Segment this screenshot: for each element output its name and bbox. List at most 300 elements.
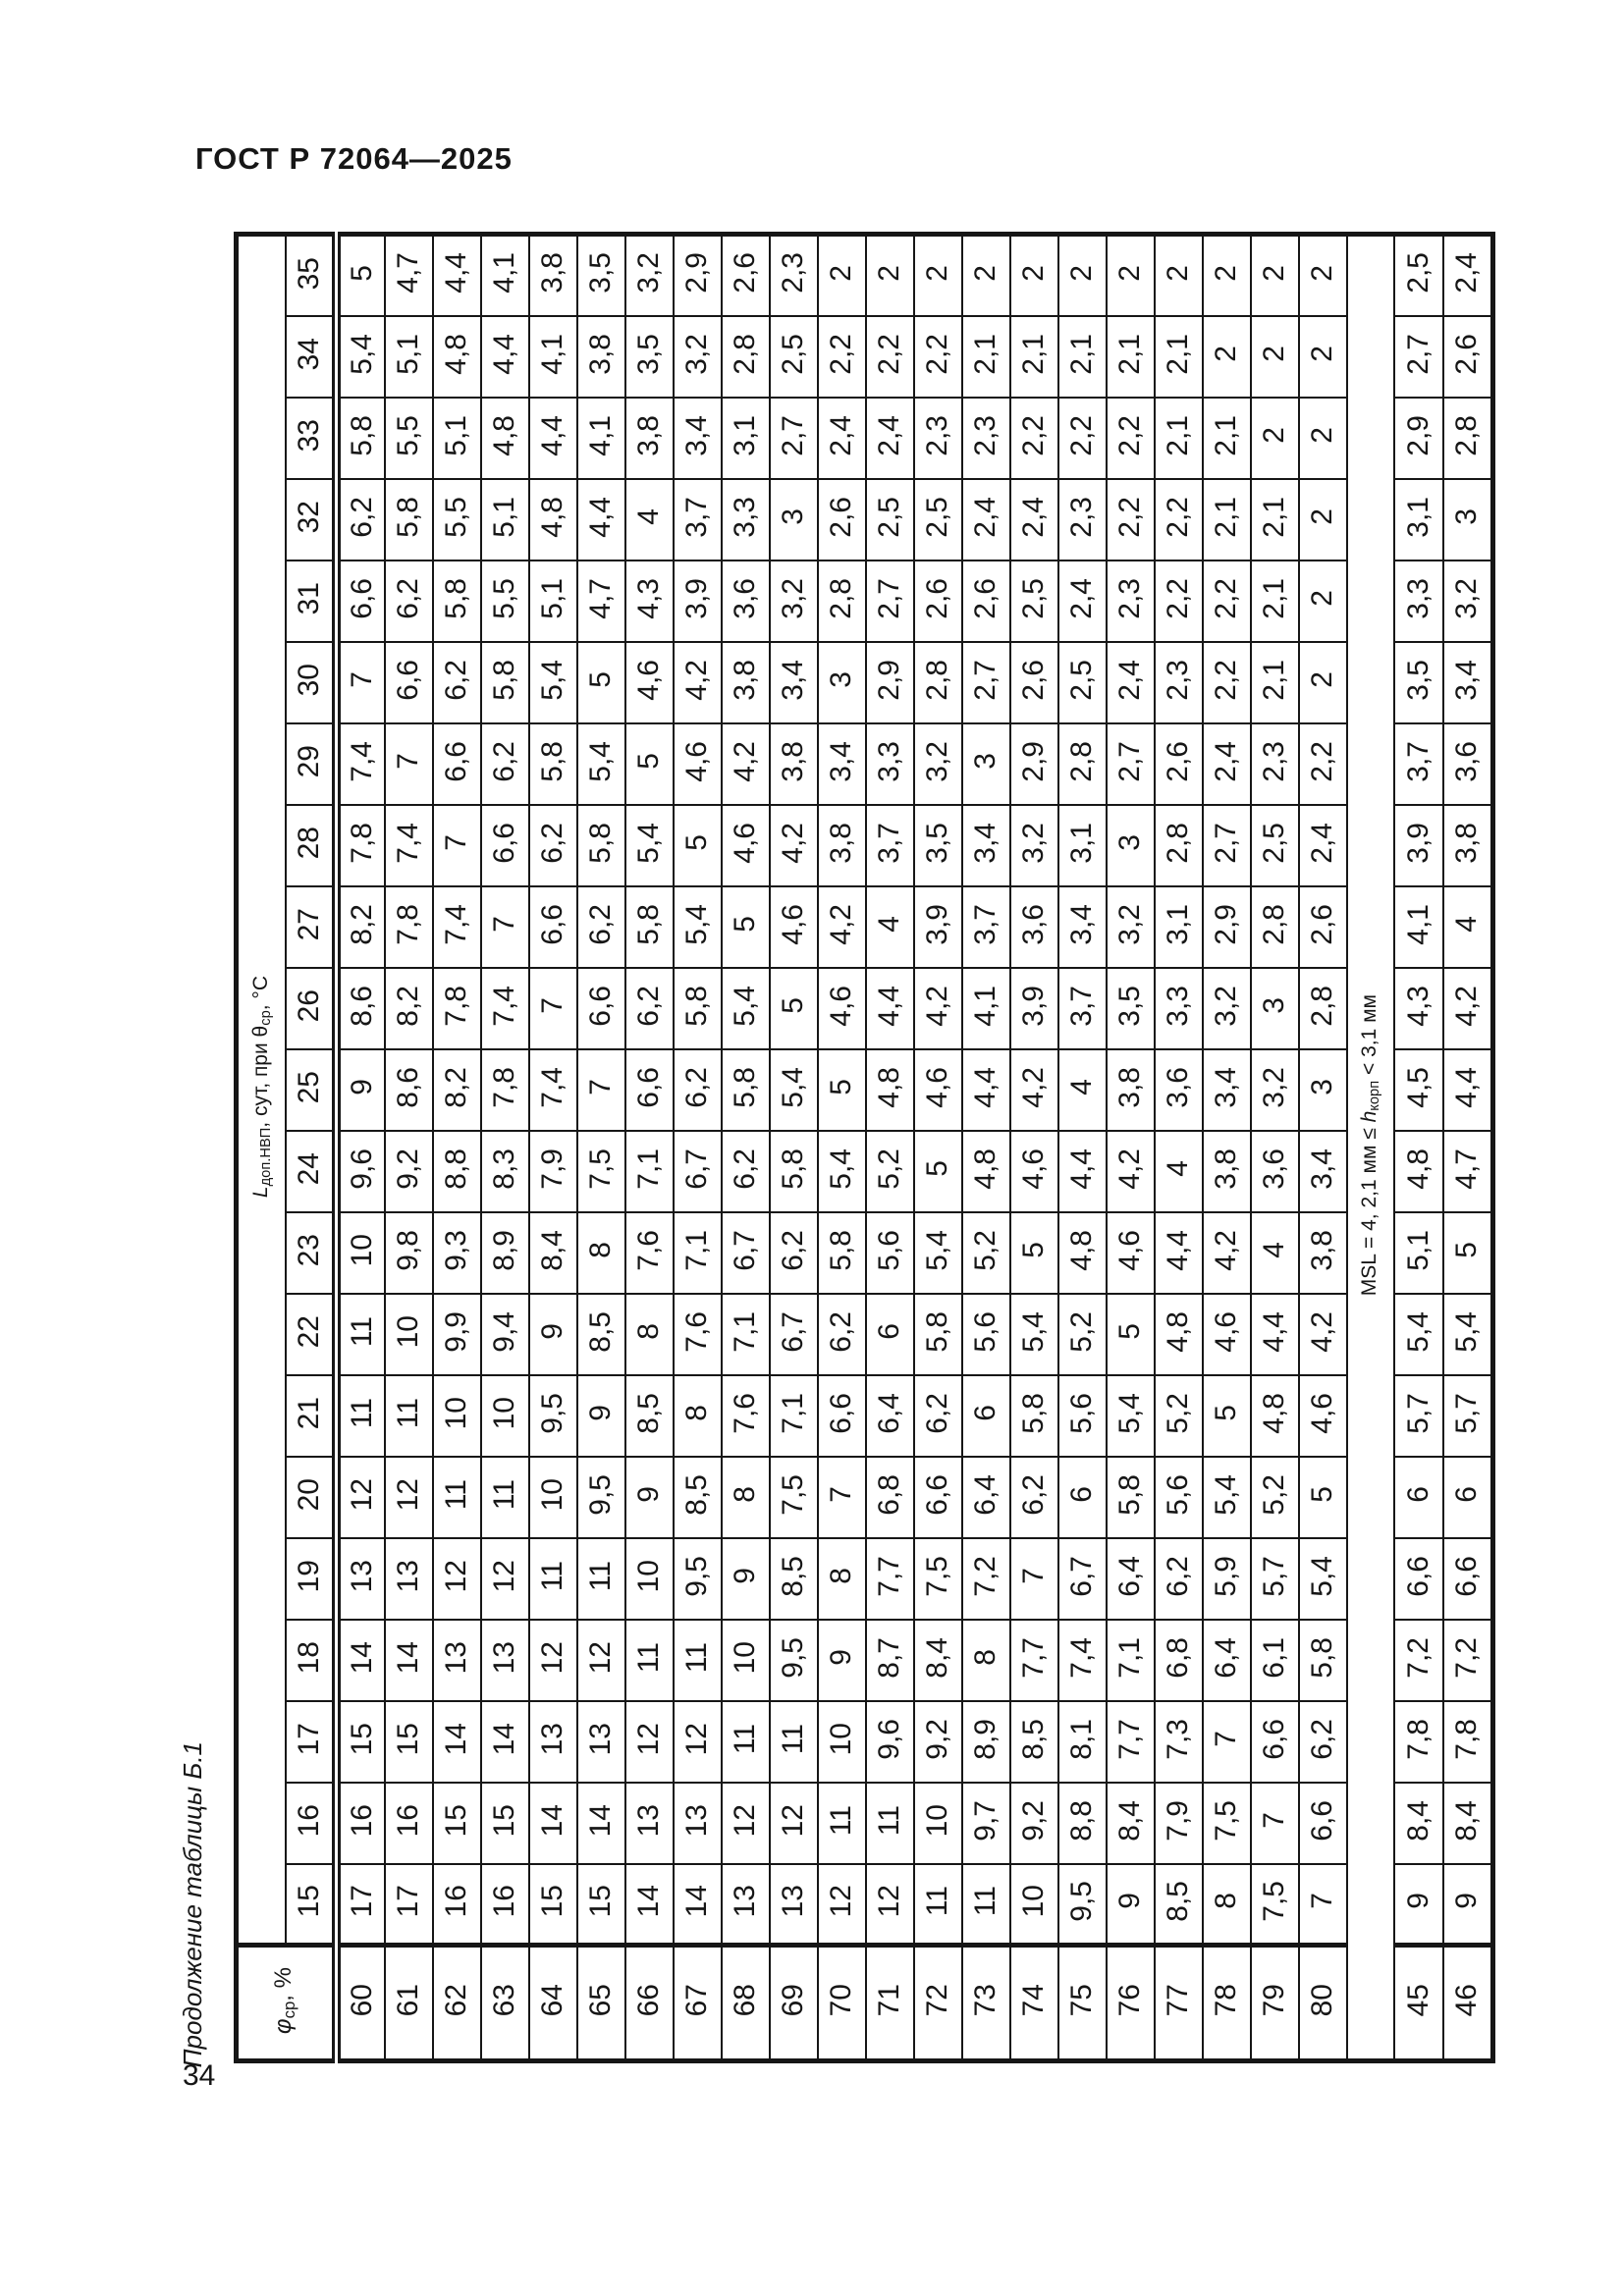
data-cell: 7,8 — [337, 805, 385, 886]
data-cell: 5,4 — [1203, 1457, 1251, 1538]
data-cell: 4,8 — [529, 479, 577, 561]
data-cell: 11 — [529, 1538, 577, 1620]
data-cell: 2,5 — [914, 479, 962, 561]
data-cell: 5,1 — [433, 398, 481, 479]
data-cell: 5,4 — [337, 316, 385, 398]
data-cell: 6,4 — [866, 1375, 914, 1457]
data-cell: 8 — [625, 1294, 674, 1375]
data-cell: 2 — [1299, 398, 1347, 479]
phi-label: 69 — [770, 1946, 818, 2061]
data-cell: 6,4 — [962, 1457, 1010, 1538]
phi-label: 73 — [962, 1946, 1010, 2061]
data-cell: 7 — [818, 1457, 866, 1538]
data-cell: 4,7 — [385, 235, 433, 316]
data-cell: 10 — [914, 1783, 962, 1864]
data-cell: 5,5 — [385, 398, 433, 479]
data-cell: 4,8 — [1394, 1131, 1443, 1212]
data-cell: 5 — [1203, 1375, 1251, 1457]
data-cell: 12 — [337, 1457, 385, 1538]
data-cell: 3,9 — [914, 886, 962, 968]
data-cell: 2,9 — [1203, 886, 1251, 968]
data-cell: 4,4 — [433, 235, 481, 316]
data-cell: 5,8 — [674, 968, 722, 1049]
data-cell: 11 — [577, 1538, 625, 1620]
data-cell: 2,1 — [1251, 642, 1299, 723]
data-cell: 7,9 — [1155, 1783, 1203, 1864]
data-cell: 8,4 — [1107, 1783, 1155, 1864]
data-cell: 6,6 — [818, 1375, 866, 1457]
data-cell: 3,4 — [1058, 886, 1107, 968]
data-cell: 4,4 — [962, 1049, 1010, 1131]
data-cell: 12 — [866, 1864, 914, 1946]
data-cell: 4,8 — [1058, 1212, 1107, 1294]
data-cell: 5 — [1010, 1212, 1058, 1294]
data-cell: 3,4 — [770, 642, 818, 723]
data-cell: 5,8 — [1010, 1375, 1058, 1457]
data-cell: 7 — [481, 886, 529, 968]
data-cell: 2,9 — [1394, 398, 1443, 479]
data-cell: 2,7 — [1203, 805, 1251, 886]
data-cell: 9 — [529, 1294, 577, 1375]
data-cell: 4,2 — [674, 642, 722, 723]
data-cell: 2,4 — [962, 479, 1010, 561]
data-cell: 5,2 — [962, 1212, 1010, 1294]
data-cell: 13 — [529, 1701, 577, 1783]
data-cell: 2,2 — [1203, 642, 1251, 723]
phi-label: 74 — [1010, 1946, 1058, 2061]
data-cell: 3,4 — [818, 723, 866, 805]
data-cell: 6,6 — [385, 642, 433, 723]
data-cell: 11 — [433, 1457, 481, 1538]
data-cell: 3,4 — [1299, 1131, 1347, 1212]
data-cell: 7,5 — [914, 1538, 962, 1620]
data-cell: 9 — [1443, 1864, 1493, 1946]
data-cell: 4,4 — [577, 479, 625, 561]
data-cell: 6,2 — [625, 968, 674, 1049]
data-cell: 4 — [1155, 1131, 1203, 1212]
data-cell: 7,7 — [866, 1538, 914, 1620]
data-cell: 6,2 — [1299, 1701, 1347, 1783]
data-cell: 15 — [577, 1864, 625, 1946]
data-cell: 2 — [1299, 235, 1347, 316]
data-cell: 11 — [337, 1294, 385, 1375]
data-cell: 3,4 — [674, 398, 722, 479]
data-cell: 4,8 — [433, 316, 481, 398]
data-cell: 12 — [433, 1538, 481, 1620]
data-cell: 9,6 — [337, 1131, 385, 1212]
data-cell: 10 — [625, 1538, 674, 1620]
data-cell: 4,8 — [1155, 1294, 1203, 1375]
data-cell: 8,6 — [337, 968, 385, 1049]
data-cell: 5 — [818, 1049, 866, 1131]
data-cell: 7,7 — [1010, 1620, 1058, 1701]
data-cell: 5,2 — [1251, 1457, 1299, 1538]
data-cell: 7,8 — [385, 886, 433, 968]
data-cell: 2,2 — [1155, 561, 1203, 642]
data-cell: 8,4 — [1443, 1783, 1493, 1864]
data-cell: 5,4 — [722, 968, 770, 1049]
data-cell: 3,7 — [674, 479, 722, 561]
data-cell: 6,4 — [1203, 1620, 1251, 1701]
data-cell: 3,6 — [1155, 1049, 1203, 1131]
data-cell: 2,7 — [1394, 316, 1443, 398]
data-cell: 3 — [1299, 1049, 1347, 1131]
data-cell: 3,3 — [866, 723, 914, 805]
data-cell: 2,8 — [1251, 886, 1299, 968]
data-cell: 6,2 — [674, 1049, 722, 1131]
data-cell: 5 — [1299, 1457, 1347, 1538]
rotated-table — [234, 232, 1495, 2063]
data-cell: 11 — [722, 1701, 770, 1783]
data-cell: 14 — [625, 1864, 674, 1946]
data-cell: 5,8 — [722, 1049, 770, 1131]
data-cell: 5 — [674, 805, 722, 886]
data-cell: 2,3 — [962, 398, 1010, 479]
data-cell: 5,7 — [1251, 1538, 1299, 1620]
data-cell: 5,4 — [1299, 1538, 1347, 1620]
data-cell: 8,5 — [1010, 1701, 1058, 1783]
data-cell: 5,8 — [433, 561, 481, 642]
data-cell: 8,5 — [1155, 1864, 1203, 1946]
data-cell: 7,1 — [674, 1212, 722, 1294]
data-cell: 6,2 — [577, 886, 625, 968]
data-cell: 2 — [1299, 479, 1347, 561]
data-cell: 4,2 — [722, 723, 770, 805]
data-cell: 4,6 — [818, 968, 866, 1049]
data-cell: 6 — [866, 1294, 914, 1375]
data-cell: 5,8 — [481, 642, 529, 723]
theta-label: 34 — [286, 316, 337, 398]
data-cell: 2 — [914, 235, 962, 316]
data-cell: 6,7 — [1058, 1538, 1107, 1620]
data-cell: 6,7 — [770, 1294, 818, 1375]
data-cell: 4,8 — [481, 398, 529, 479]
data-cell: 4,3 — [625, 561, 674, 642]
data-cell: 15 — [529, 1864, 577, 1946]
phi-label: 77 — [1155, 1946, 1203, 2061]
data-cell: 14 — [337, 1620, 385, 1701]
phi-label: 64 — [529, 1946, 577, 2061]
data-cell: 6,6 — [337, 561, 385, 642]
data-cell: 4,4 — [481, 316, 529, 398]
data-cell: 6,2 — [1010, 1457, 1058, 1538]
data-cell: 6,2 — [770, 1212, 818, 1294]
phi-label: 45 — [1394, 1946, 1443, 2061]
data-cell: 2 — [1299, 561, 1347, 642]
data-cell: 3,8 — [625, 398, 674, 479]
data-cell: 4,8 — [1251, 1375, 1299, 1457]
data-cell: 2,4 — [1203, 723, 1251, 805]
data-cell: 2,2 — [1203, 561, 1251, 642]
document-header: ГОСТ Р 72064—2025 — [195, 141, 513, 176]
data-cell: 12 — [481, 1538, 529, 1620]
data-cell: 9,2 — [385, 1131, 433, 1212]
data-cell: 2,1 — [1155, 398, 1203, 479]
data-cell: 12 — [818, 1864, 866, 1946]
data-cell: 3,1 — [722, 398, 770, 479]
data-cell: 12 — [529, 1620, 577, 1701]
table-container — [234, 232, 1495, 2063]
data-cell: 9,5 — [529, 1375, 577, 1457]
data-cell: 2,1 — [1155, 316, 1203, 398]
data-cell: 7,6 — [625, 1212, 674, 1294]
data-cell: 7 — [337, 642, 385, 723]
data-cell: 5,2 — [866, 1131, 914, 1212]
theta-label: 21 — [286, 1375, 337, 1457]
data-cell: 5,5 — [433, 479, 481, 561]
page-number: 34 — [183, 2059, 216, 2092]
data-cell: 13 — [770, 1864, 818, 1946]
data-cell: 6,7 — [722, 1212, 770, 1294]
data-cell: 3,5 — [1107, 968, 1155, 1049]
data-cell: 8,2 — [433, 1049, 481, 1131]
data-cell: 4,8 — [866, 1049, 914, 1131]
data-cell: 3,6 — [1010, 886, 1058, 968]
data-cell: 6,2 — [1155, 1538, 1203, 1620]
data-cell: 6,6 — [1443, 1538, 1493, 1620]
data-cell: 11 — [770, 1701, 818, 1783]
data-cell: 2,9 — [866, 642, 914, 723]
data-cell: 3 — [818, 642, 866, 723]
data-cell: 5 — [337, 235, 385, 316]
data-cell: 10 — [385, 1294, 433, 1375]
phi-label: 62 — [433, 1946, 481, 2061]
data-cell: 3,8 — [1299, 1212, 1347, 1294]
data-cell: 3,9 — [1010, 968, 1058, 1049]
theta-label: 23 — [286, 1212, 337, 1294]
data-cell: 8,4 — [914, 1620, 962, 1701]
data-cell: 8 — [962, 1620, 1010, 1701]
data-cell: 2,8 — [1058, 723, 1107, 805]
data-cell: 10 — [818, 1701, 866, 1783]
data-cell: 2 — [866, 235, 914, 316]
data-cell: 4 — [625, 479, 674, 561]
data-cell: 9,5 — [770, 1620, 818, 1701]
data-cell: 5,8 — [770, 1131, 818, 1212]
data-cell: 6 — [1443, 1457, 1493, 1538]
data-cell: 5,8 — [577, 805, 625, 886]
data-cell: 3,5 — [914, 805, 962, 886]
data-cell: 2 — [1058, 235, 1107, 316]
data-cell: 15 — [385, 1701, 433, 1783]
data-cell: 2 — [1299, 642, 1347, 723]
data-cell: 13 — [337, 1538, 385, 1620]
data-cell: 4,2 — [818, 886, 866, 968]
data-cell: 9,2 — [914, 1701, 962, 1783]
data-cell: 5,4 — [674, 886, 722, 968]
data-cell: 9,5 — [577, 1457, 625, 1538]
data-cell: 13 — [385, 1538, 433, 1620]
data-cell: 5,8 — [529, 723, 577, 805]
data-cell: 2,2 — [1299, 723, 1347, 805]
data-cell: 3 — [1443, 479, 1493, 561]
data-cell: 2,7 — [770, 398, 818, 479]
data-cell: 8,8 — [433, 1131, 481, 1212]
data-cell: 3,2 — [674, 316, 722, 398]
data-cell: 9,4 — [481, 1294, 529, 1375]
data-cell: 8,2 — [337, 886, 385, 968]
data-cell: 4,2 — [1107, 1131, 1155, 1212]
data-cell: 2,1 — [1203, 479, 1251, 561]
theta-label: 15 — [286, 1864, 337, 1946]
data-cell: 2,1 — [962, 316, 1010, 398]
data-cell: 9 — [625, 1457, 674, 1538]
data-cell: 9,5 — [674, 1538, 722, 1620]
data-cell: 17 — [385, 1864, 433, 1946]
data-cell: 12 — [625, 1701, 674, 1783]
data-cell: 5,2 — [1058, 1294, 1107, 1375]
data-cell: 7 — [577, 1049, 625, 1131]
data-cell: 2 — [818, 235, 866, 316]
data-cell: 11 — [866, 1783, 914, 1864]
data-cell: 3,6 — [722, 561, 770, 642]
data-cell: 6,2 — [529, 805, 577, 886]
data-cell: 2,4 — [866, 398, 914, 479]
data-cell: 13 — [722, 1864, 770, 1946]
data-cell: 5 — [770, 968, 818, 1049]
data-cell: 2,7 — [962, 642, 1010, 723]
data-cell: 9 — [1107, 1864, 1155, 1946]
data-cell: 2,1 — [1010, 316, 1058, 398]
data-cell: 9,6 — [866, 1701, 914, 1783]
data-cell: 2,1 — [1203, 398, 1251, 479]
data-cell: 13 — [481, 1620, 529, 1701]
phi-label: 46 — [1443, 1946, 1493, 2061]
theta-label: 27 — [286, 886, 337, 968]
data-cell: 2,5 — [866, 479, 914, 561]
data-cell: 2,1 — [1107, 316, 1155, 398]
data-cell: 9 — [337, 1049, 385, 1131]
data-cell: 7,8 — [1394, 1701, 1443, 1783]
data-cell: 5,6 — [962, 1294, 1010, 1375]
data-cell: 5 — [625, 723, 674, 805]
data-cell: 4,1 — [1394, 886, 1443, 968]
data-cell: 5,1 — [1394, 1212, 1443, 1294]
phi-label: 66 — [625, 1946, 674, 2061]
data-cell: 8,5 — [577, 1294, 625, 1375]
data-cell: 3,2 — [770, 561, 818, 642]
data-cell: 6,8 — [1155, 1620, 1203, 1701]
theta-label: 16 — [286, 1783, 337, 1864]
data-cell: 11 — [818, 1783, 866, 1864]
data-cell: 6,2 — [914, 1375, 962, 1457]
data-cell: 5,8 — [818, 1212, 866, 1294]
data-cell: 7 — [529, 968, 577, 1049]
theta-label: 32 — [286, 479, 337, 561]
data-cell: 3,9 — [674, 561, 722, 642]
data-cell: 5 — [1107, 1294, 1155, 1375]
phi-label: 68 — [722, 1946, 770, 2061]
data-cell: 5,8 — [914, 1294, 962, 1375]
data-cell: 5 — [914, 1131, 962, 1212]
data-cell: 4,8 — [962, 1131, 1010, 1212]
phi-label: 61 — [385, 1946, 433, 2061]
data-cell: 2,2 — [1107, 398, 1155, 479]
data-cell: 4 — [866, 886, 914, 968]
data-cell: 2,5 — [1394, 235, 1443, 316]
data-cell: 6,6 — [1251, 1701, 1299, 1783]
phi-label: 76 — [1107, 1946, 1155, 2061]
data-cell: 8 — [818, 1538, 866, 1620]
data-cell: 5 — [577, 642, 625, 723]
data-cell: 2,9 — [1010, 723, 1058, 805]
data-cell: 5,6 — [866, 1212, 914, 1294]
data-cell: 6,2 — [433, 642, 481, 723]
data-cell: 8,9 — [962, 1701, 1010, 1783]
data-cell: 15 — [433, 1783, 481, 1864]
data-cell: 7,9 — [529, 1131, 577, 1212]
data-cell: 2,8 — [1155, 805, 1203, 886]
data-cell: 2,2 — [866, 316, 914, 398]
data-cell: 8,5 — [674, 1457, 722, 1538]
data-cell: 2,4 — [1443, 235, 1493, 316]
data-cell: 12 — [577, 1620, 625, 1701]
data-cell: 9,7 — [962, 1783, 1010, 1864]
data-cell: 2,3 — [914, 398, 962, 479]
data-cell: 2 — [962, 235, 1010, 316]
data-cell: 3 — [1251, 968, 1299, 1049]
data-cell: 3,2 — [914, 723, 962, 805]
data-cell: 5,6 — [1058, 1375, 1107, 1457]
data-cell: 3,4 — [962, 805, 1010, 886]
data-cell: 8,3 — [481, 1131, 529, 1212]
data-cell: 6,6 — [529, 886, 577, 968]
data-cell: 2,5 — [1058, 642, 1107, 723]
data-cell: 7,4 — [1058, 1620, 1107, 1701]
theta-label: 19 — [286, 1538, 337, 1620]
data-cell: 10 — [722, 1620, 770, 1701]
data-cell: 7,7 — [1107, 1701, 1155, 1783]
data-cell: 7,4 — [433, 886, 481, 968]
data-cell: 4,4 — [1058, 1131, 1107, 1212]
data-cell: 3,2 — [1107, 886, 1155, 968]
data-cell: 3 — [1107, 805, 1155, 886]
theta-label: 20 — [286, 1457, 337, 1538]
data-cell: 5,4 — [1010, 1294, 1058, 1375]
data-cell: 7,4 — [529, 1049, 577, 1131]
data-cell: 4,2 — [914, 968, 962, 1049]
data-cell: 16 — [433, 1864, 481, 1946]
data-cell: 16 — [385, 1783, 433, 1864]
phi-label: 71 — [866, 1946, 914, 2061]
data-cell: 5,8 — [385, 479, 433, 561]
data-cell: 2,6 — [1299, 886, 1347, 968]
data-cell: 5,9 — [1203, 1538, 1251, 1620]
data-cell: 6 — [1058, 1457, 1107, 1538]
data-cell: 11 — [337, 1375, 385, 1457]
data-cell: 3,2 — [625, 235, 674, 316]
data-cell: 6,6 — [914, 1457, 962, 1538]
data-cell: 14 — [433, 1701, 481, 1783]
data-cell: 5,4 — [1394, 1294, 1443, 1375]
data-cell: 4,6 — [1010, 1131, 1058, 1212]
data-cell: 4,1 — [529, 316, 577, 398]
data-cell: 7,8 — [1443, 1701, 1493, 1783]
data-cell: 8,8 — [1058, 1783, 1107, 1864]
data-cell: 6,6 — [577, 968, 625, 1049]
data-cell: 6,7 — [674, 1131, 722, 1212]
data-cell: 5,4 — [577, 723, 625, 805]
data-cell: 2 — [1251, 235, 1299, 316]
data-cell: 5,1 — [385, 316, 433, 398]
data-cell: 2,1 — [1251, 479, 1299, 561]
data-cell: 2,2 — [1107, 479, 1155, 561]
data-cell: 6,2 — [818, 1294, 866, 1375]
phi-label: 65 — [577, 1946, 625, 2061]
data-cell: 3,7 — [1394, 723, 1443, 805]
data-cell: 9,8 — [385, 1212, 433, 1294]
data-cell: 2,1 — [1251, 561, 1299, 642]
